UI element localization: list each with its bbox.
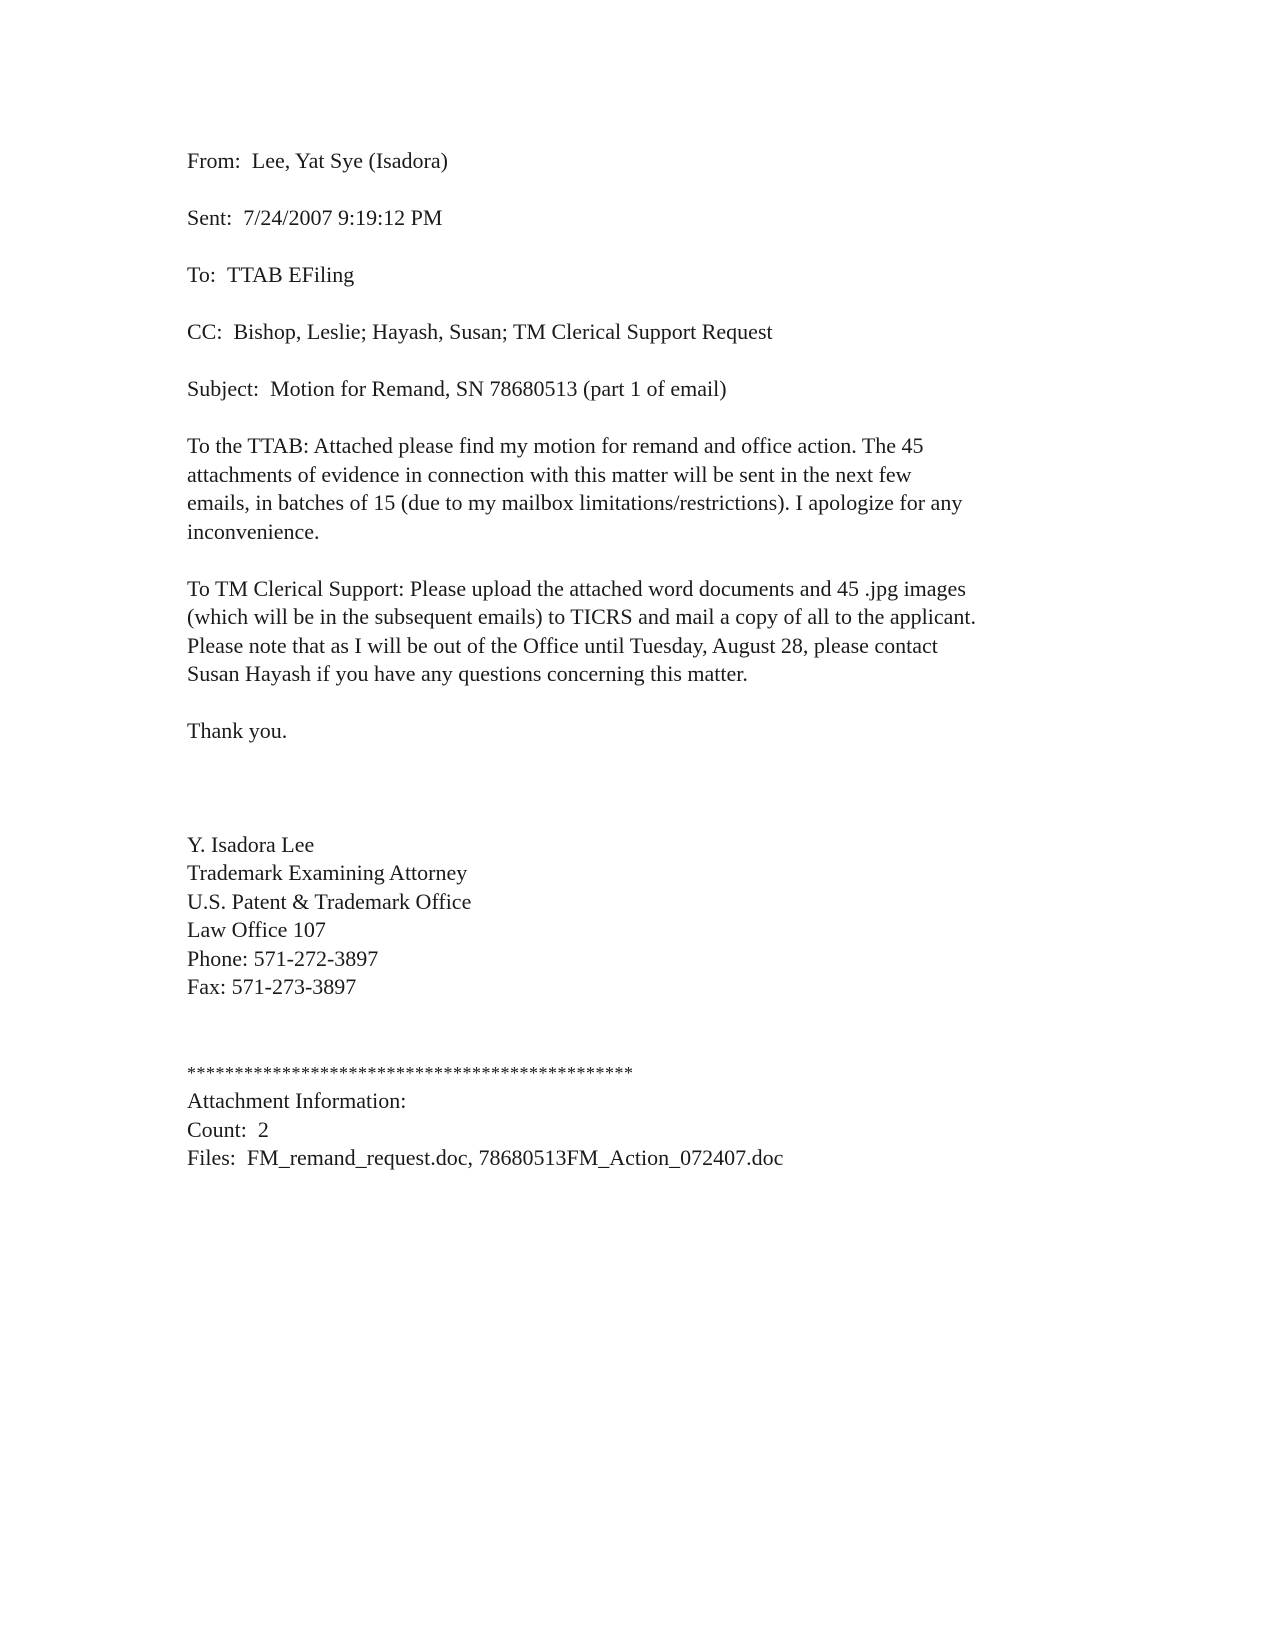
signature-phone: Phone: 571-272-3897 [187, 945, 379, 971]
body-line: To TM Clerical Support: Please upload the attached word documents and 45 .jpg images [187, 575, 966, 601]
attachment-info [187, 1059, 1087, 1173]
signature-block [187, 831, 1087, 1002]
signature-title: Trademark Examining Attorney [187, 860, 468, 885]
signature-fax: Fax: 571-273-3897 [187, 974, 357, 999]
from-line [187, 147, 1087, 176]
cc-label: CC: [187, 319, 223, 344]
email-printout [187, 147, 1087, 1173]
body-paragraph-ttab [187, 432, 1087, 546]
body-line: attachments of evidence in connection with this matter will be sent in the next few [187, 461, 912, 487]
from-label: From: [187, 148, 241, 173]
body-paragraph-clerical [187, 575, 1087, 689]
body-line: inconvenience. [187, 518, 320, 544]
subject-label: Subject: [187, 376, 260, 401]
cc-line [187, 318, 1087, 347]
sent-value: 7/24/2007 9:19:12 PM [243, 205, 443, 230]
cc-value: Bishop, Leslie; Hayash, Susan; TM Clerical Support Request [233, 319, 773, 344]
separator-stars: *********************************************** [187, 1062, 634, 1083]
body-line: emails, in batches of 15 (due to my mailbox limitations/restrictions). I apologize for any [187, 490, 963, 515]
body-line: Susan Hayash if you have any questions concerning this matter. [187, 661, 748, 686]
body-line: To the TTAB: Attached please find my motion for remand and office action. The 45 [187, 433, 924, 458]
subject-value: Motion for Remand, SN 78680513 (part 1 of email) [270, 376, 727, 401]
attachment-heading: Attachment Information: [187, 1088, 407, 1113]
to-label: To: [187, 262, 217, 287]
attachment-files [187, 1144, 1087, 1173]
to-line [187, 261, 1087, 290]
signature-office: U.S. Patent & Trademark Office [187, 888, 472, 914]
subject-line [187, 375, 1087, 404]
files-label: Files: [187, 1145, 236, 1170]
body-line: Please note that as I will be out of the Office until Tuesday, August 28, please contact [187, 632, 938, 658]
signature-name: Y. Isadora Lee [187, 831, 315, 857]
body-line: (which will be in the subsequent emails) to TICRS and mail a copy of all to the applicant. [187, 604, 976, 629]
closing-text: Thank you. [187, 718, 288, 743]
count-label: Count: [187, 1116, 247, 1142]
sent-line [187, 204, 1087, 233]
files-value: FM_remand_request.doc, 78680513FM_Action_072407.doc [246, 1145, 784, 1170]
attachment-count [187, 1116, 1087, 1145]
from-value: Lee, Yat Sye (Isadora) [251, 148, 448, 173]
to-value: TTAB EFiling [227, 262, 355, 287]
count-value: 2 [257, 1116, 269, 1142]
signature-law-office: Law Office 107 [187, 917, 326, 942]
sent-label: Sent: [187, 205, 233, 230]
